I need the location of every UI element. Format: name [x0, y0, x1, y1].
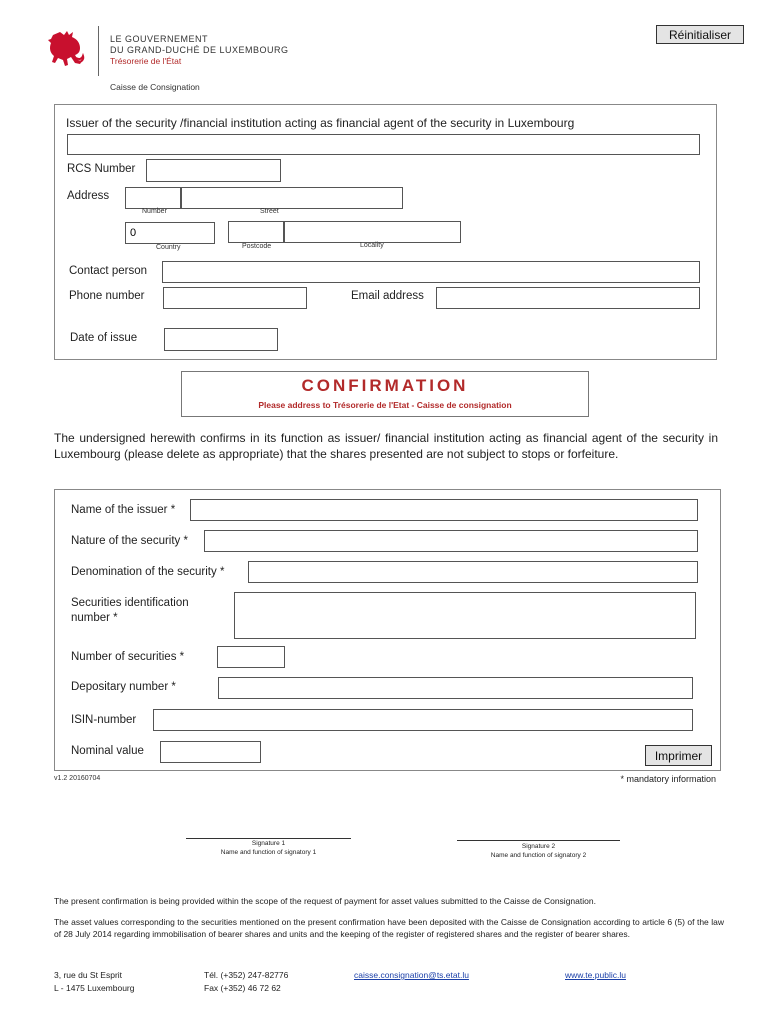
confirmation-subtitle: Please address to Trésorerie de l'Etat - Caisse de consignation	[258, 400, 512, 410]
sec-id-label-1: Securities identification	[71, 597, 189, 609]
government-logo	[48, 28, 88, 70]
nature-input[interactable]	[204, 530, 698, 552]
footer-paragraph-1: The present confirmation is being provided within the scope of the request of payment for asset values submitted to the Caisse de Consignation.	[54, 896, 596, 906]
denomination-label: Denomination of the security *	[71, 566, 225, 578]
nominal-label: Nominal value	[71, 745, 144, 757]
isin-label: ISIN-number	[71, 714, 137, 726]
confirmation-title: CONFIRMATION	[301, 376, 469, 395]
address-number-input[interactable]	[125, 187, 181, 209]
email-label: Email address	[351, 290, 424, 302]
name-issuer-input[interactable]	[190, 499, 698, 521]
sec-id-input[interactable]	[234, 592, 696, 639]
signature-2-title: Signature 2	[521, 843, 556, 850]
depositary-label: Depositary number *	[71, 681, 176, 693]
street-caption: Street	[260, 208, 279, 215]
signature-1-desc: Name and function of signatory 1	[220, 849, 317, 856]
phone-input[interactable]	[163, 287, 307, 309]
mandatory-note: * mandatory information	[620, 774, 716, 784]
nominal-input[interactable]	[160, 741, 261, 763]
sec-id-label-2: number *	[71, 612, 118, 624]
signature-2-desc: Name and function of signatory 2	[490, 852, 587, 859]
num-securities-input[interactable]	[217, 646, 285, 668]
rcs-input[interactable]	[146, 159, 281, 182]
country-input[interactable]	[125, 222, 215, 244]
gov-line-1: LE GOUVERNEMENT	[110, 34, 209, 44]
footer-email-link[interactable]: caisse.consignation@ts.etat.lu	[354, 970, 469, 980]
footer-address-1: 3, rue du St Esprit	[54, 970, 123, 980]
date-input[interactable]	[164, 328, 278, 351]
footer-website-link[interactable]: www.te.public.lu	[565, 970, 626, 980]
header-divider	[98, 26, 99, 76]
rcs-label: RCS Number	[67, 163, 136, 175]
nature-label: Nature of the security *	[71, 535, 188, 547]
country-caption: Country	[156, 244, 181, 251]
phone-label: Phone number	[69, 290, 145, 302]
postcode-input[interactable]	[228, 221, 284, 243]
confirmation-statement: The undersigned herewith confirms in its function as issuer/ financial institution acting as financial agent of the security in Luxembourg (please delete as appropriate) that the shares presented are not subject to stops or forfeiture.	[54, 431, 718, 461]
postcode-caption: Postcode	[242, 243, 272, 250]
issuer-input[interactable]	[67, 134, 700, 155]
date-label: Date of issue	[70, 332, 138, 344]
num-securities-label: Number of securities *	[71, 651, 185, 663]
footer-address-2: L - 1475 Luxembourg	[54, 983, 135, 993]
isin-input[interactable]	[153, 709, 693, 731]
version-label: v1.2 20160704	[54, 775, 101, 782]
gov-line-3: Trésorerie de l'État	[110, 56, 182, 66]
signature-1-line	[186, 838, 351, 839]
signature-2-line	[457, 840, 620, 841]
print-button[interactable]: Imprimer	[645, 745, 712, 766]
address-label: Address	[67, 190, 110, 202]
depositary-input[interactable]	[218, 677, 693, 699]
signature-1-title: Signature 1	[251, 840, 286, 847]
locality-input[interactable]	[284, 221, 461, 243]
lion-icon	[48, 28, 88, 70]
email-input[interactable]	[436, 287, 700, 309]
contact-input[interactable]	[162, 261, 700, 283]
footer-tel: Tél. (+352) 247-82776	[204, 970, 289, 980]
gov-line-2: DU GRAND-DUCHÉ DE LUXEMBOURG	[110, 45, 289, 55]
name-issuer-label: Name of the issuer *	[71, 504, 176, 516]
footer-fax: Fax (+352) 46 72 62	[204, 983, 281, 993]
address-street-input[interactable]	[181, 187, 403, 209]
reset-button[interactable]: Réinitialiser	[656, 25, 744, 44]
locality-caption: Locality	[360, 242, 384, 249]
issuer-section-title: Issuer of the security /financial institution acting as financial agent of the security in Luxembourg	[66, 116, 575, 130]
footer-paragraph-2: The asset values corresponding to the securities mentioned on the present confirmation have been deposited with the Caisse de Consignation according to article 6 (5) of the law of 28 July 2014 regarding immobilisation of bearer shares and units and the keeping of the register of registered shares and the register of bearer shares.	[54, 917, 724, 939]
denomination-input[interactable]	[248, 561, 698, 583]
department-name: Caisse de Consignation	[110, 82, 200, 92]
contact-label: Contact person	[69, 265, 147, 277]
number-caption: Number	[142, 208, 167, 215]
